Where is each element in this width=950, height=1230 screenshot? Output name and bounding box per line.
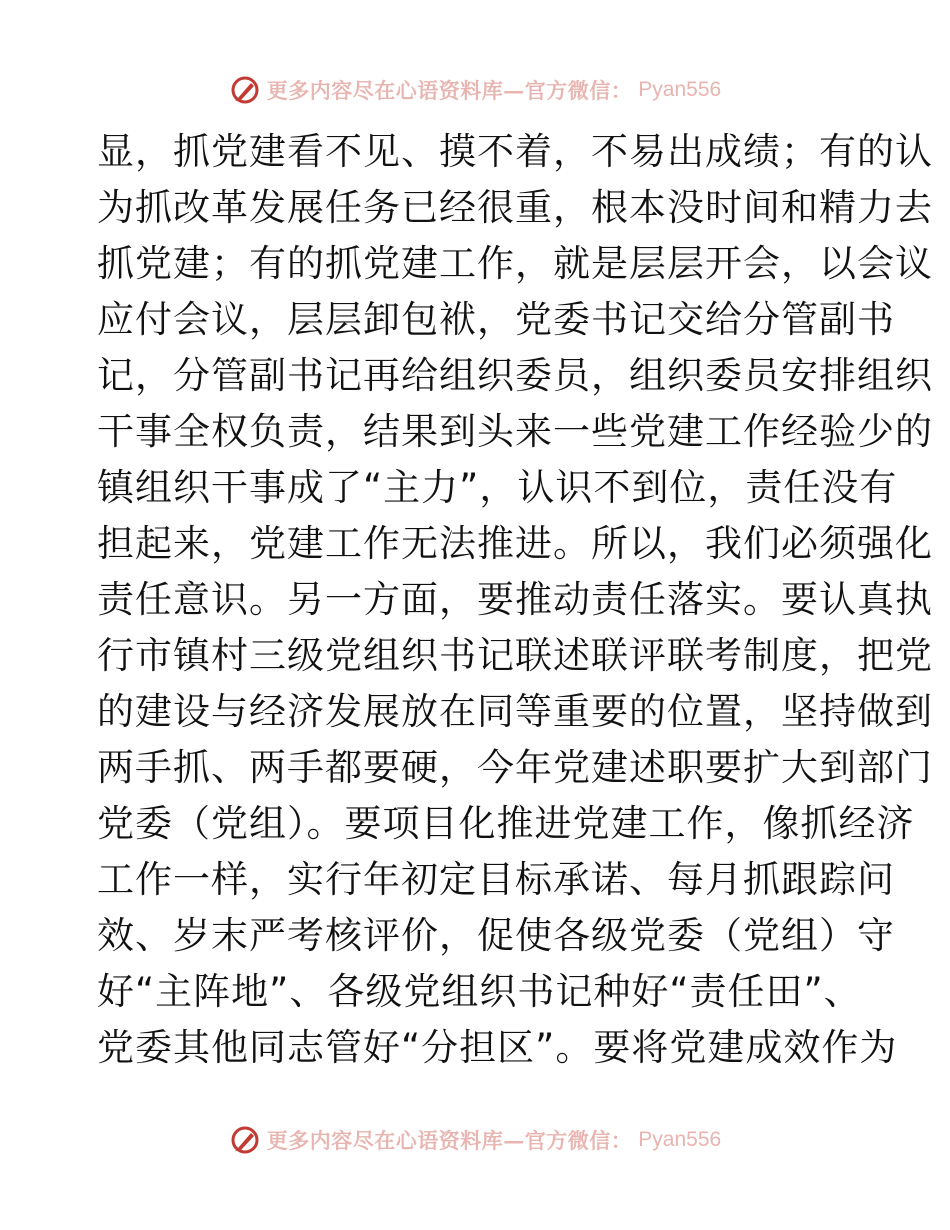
text-line: 行市镇村三级党组织书记联述联评联考制度，把党: [97, 634, 933, 677]
text-line: 应付会议，层层卸包袱，党委书记交给分管副书: [97, 298, 895, 341]
pen-logo-icon: [229, 74, 261, 106]
footer-watermark: [0, 1122, 950, 1158]
header-watermark: [0, 72, 950, 108]
text-line: 党委其他同志管好“分担区”。要将党建成效作为: [97, 1026, 898, 1069]
header-watermark-text: 更多内容尽在心语资料库—官方微信：: [266, 78, 633, 103]
text-line: 两手抓、两手都要硬，今年党建述职要扩大到部门: [97, 746, 933, 789]
footer-wechat-id: Pyan556: [638, 1128, 722, 1151]
text-line: 抓党建；有的抓党建工作，就是层层开会，以会议: [97, 242, 933, 285]
document-body: [97, 124, 933, 1076]
text-line: 担起来，党建工作无法推进。所以，我们必须强化: [97, 522, 933, 565]
pen-logo-icon: [229, 1124, 261, 1156]
footer-watermark-text: 更多内容尽在心语资料库—官方微信：: [266, 1128, 633, 1153]
text-line: 的建设与经济发展放在同等重要的位置，坚持做到: [97, 690, 933, 733]
text-line: 工作一样，实行年初定目标承诺、每月抓跟踪问: [97, 858, 895, 901]
text-line: 干事全权负责，结果到头来一些党建工作经验少的: [97, 410, 933, 453]
header-wechat-id: Pyan556: [638, 78, 722, 101]
text-line: 好“主阵地”、各级党组织书记种好“责任田”、: [97, 970, 862, 1013]
text-line: 记，分管副书记再给组织委员，组织委员安排组织: [97, 354, 933, 397]
text-line: 为抓改革发展任务已经很重，根本没时间和精力去: [97, 186, 933, 229]
text-line: 镇组织干事成了“主力”，认识不到位，责任没有: [97, 466, 898, 509]
text-line: 效、岁末严考核评价，促使各级党委（党组）守: [97, 914, 895, 957]
text-line: 责任意识。另一方面，要推动责任落实。要认真执: [97, 578, 933, 621]
text-line: 显，抓党建看不见、摸不着，不易出成绩；有的认: [97, 130, 933, 173]
text-line: 党委（党组）。要项目化推进党建工作，像抓经济: [97, 802, 915, 845]
